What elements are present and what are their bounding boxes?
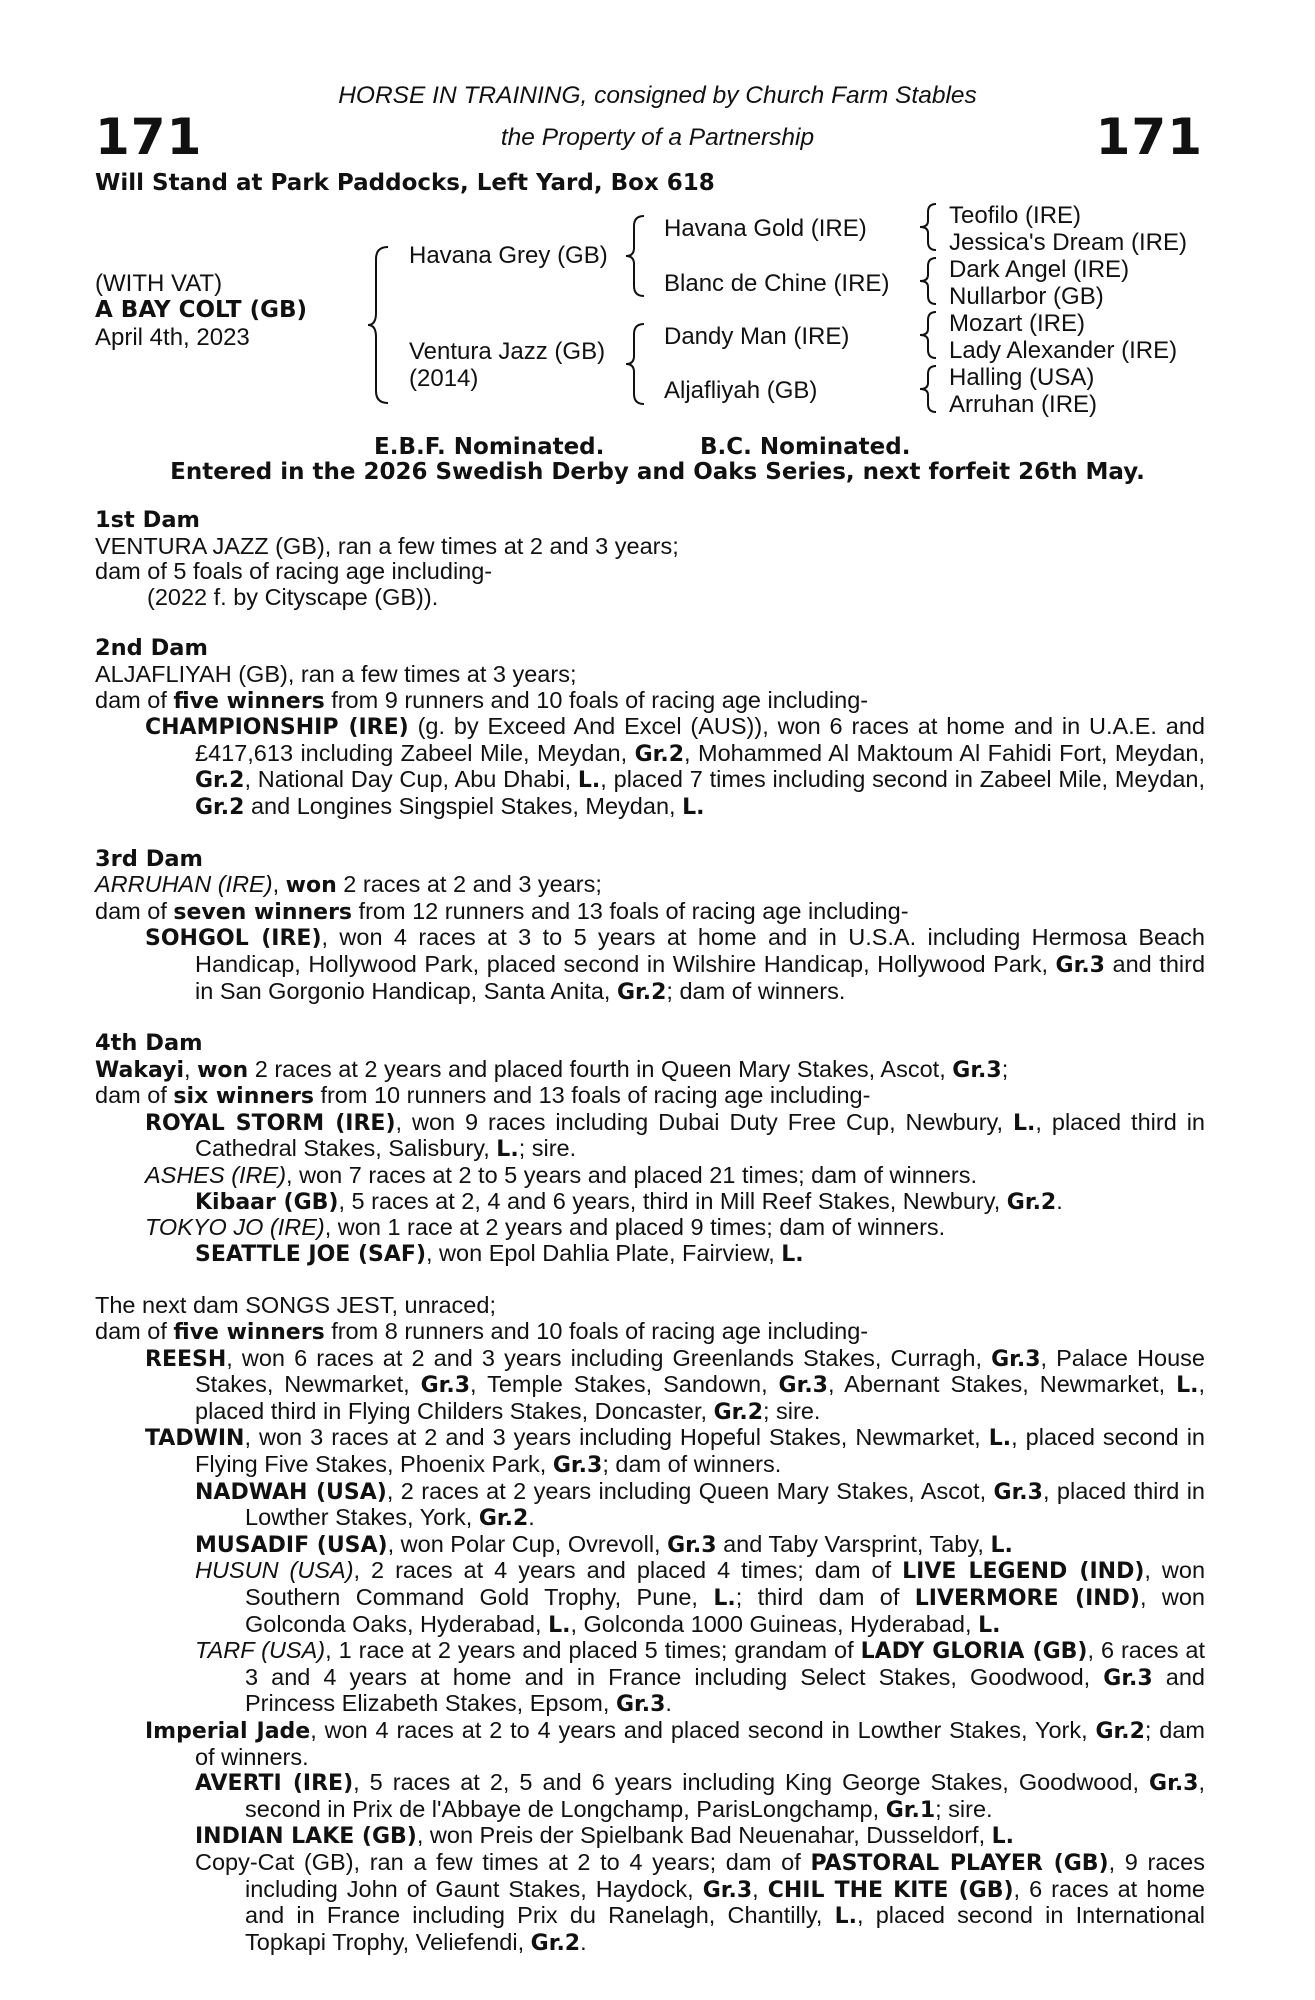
lot-number-left: 171 bbox=[95, 108, 203, 166]
pedigree-brace-sire bbox=[626, 214, 652, 298]
dam-dam: Aljafliyah (GB) bbox=[664, 377, 818, 404]
entry-indian-lake: INDIAN LAKE (GB), won Preis der Spielbank Bad Neuenahar, Dusseldorf, L. bbox=[195, 1822, 1015, 1850]
pedigree-g1: Teofilo (IRE) bbox=[949, 202, 1082, 229]
third-dam-heading: 3rd Dam bbox=[95, 845, 203, 872]
entry-seattle-joe: SEATTLE JOE (SAF), won Epol Dahlia Plate, Fairview, L. bbox=[195, 1239, 804, 1267]
sire-sire: Havana Gold (IRE) bbox=[664, 215, 867, 242]
entry-nadwah: NADWAH (USA), 2 races at 2 years including Queen Mary Stakes, Ascot, Gr.3, placed third in Lowther Stakes, York, Gr.2. bbox=[195, 1477, 1206, 1532]
sire-dam: Blanc de Chine (IRE) bbox=[664, 270, 890, 297]
entry-sohgol: SOHGOL (IRE), won 4 races at 3 to 5 years at home and in U.S.A. including Hermosa Beach Handicap, Hollywood Park, placed second in Wilshire Handicap, Hollywood Park, Gr.3 and third in San Gorgonio Handicap, Santa Anita, Gr.2; dam of winners. bbox=[145, 924, 1206, 1005]
pedigree-g5: Mozart (IRE) bbox=[949, 310, 1086, 337]
pedigree-brace-g1 bbox=[920, 202, 944, 252]
bc-nomination: B.C. Nominated. bbox=[700, 434, 911, 460]
entry-averti: AVERTI (IRE), 5 races at 2, 5 and 6 years including King George Stakes, Goodwood, Gr.3, second in Prix de l'Abbaye de Longchamp, ParisLongchamp, Gr.1; sire. bbox=[195, 1769, 1206, 1823]
pedigree-g4: Nullarbor (GB) bbox=[949, 283, 1104, 310]
entry-championship: CHAMPIONSHIP (IRE) (g. by Exceed And Excel (AUS)), won 6 races at home and in U.A.E. and £417,613 including Zabeel Mile, Meydan, Gr.2, Mohammed Al Maktoum Al Fahidi Fort, Meydan, Gr.2, National Day Cup, Abu Dhabi, L., placed 7 times including second in Zabeel Mile, Meydan, Gr.2 and Longines Singspiel Stakes, Meydan, L. bbox=[145, 713, 1206, 820]
produce-record bbox=[95, 508, 1205, 1956]
dam-name: Ventura Jazz (GB) bbox=[409, 338, 606, 365]
first-dam-heading: 1st Dam bbox=[95, 507, 200, 533]
entry-tokyo-jo: TOKYO JO (IRE), won 1 race at 2 years and placed 9 times; dam of winners. bbox=[145, 1214, 946, 1241]
pedigree-brace-main bbox=[368, 245, 398, 405]
entry-copy-cat: Copy-Cat (GB), ran a few times at 2 to 4 years; dam of PASTORAL PLAYER (GB), 9 races including John of Gaunt Stakes, Haydock, Gr.3, CHIL THE KITE (GB), 6 races at home and in France including Prix du Ranelagh, Chantilly, L., placed second in International Topkapi Trophy, Veliefendi, Gr.2. bbox=[195, 1848, 1206, 1956]
pedigree-brace-dam bbox=[626, 322, 652, 406]
first-dam-line: VENTURA JAZZ (GB), ran a few times at 2 and 3 years; bbox=[95, 532, 679, 559]
pedigree-g7: Halling (USA) bbox=[949, 364, 1095, 391]
first-dam-produce: dam of 5 foals of racing age including- bbox=[95, 558, 493, 585]
third-dam-line: ARRUHAN (IRE), won 2 races at 2 and 3 years; bbox=[95, 871, 602, 899]
next-dam-line: The next dam SONGS JEST, unraced; bbox=[95, 1292, 496, 1319]
foaling-date: April 4th, 2023 bbox=[95, 324, 250, 351]
pedigree-g2: Jessica's Dream (IRE) bbox=[949, 229, 1187, 256]
entry-tarf: TARF (USA), 1 race at 2 years and placed 5 times; grandam of LADY GLORIA (GB), 6 races at 3 and 4 years at home and in France including Select Stakes, Goodwood, Gr.3 and Princess Elizabeth Stakes, Epsom, Gr.3. bbox=[195, 1637, 1205, 1718]
first-dam-foal: (2022 f. by Cityscape (GB)). bbox=[147, 583, 439, 610]
entry-notice: Entered in the 2026 Swedish Derby and Oaks Series, next forfeit 26th May. bbox=[170, 459, 1145, 485]
pedigree-brace-g2 bbox=[920, 256, 944, 306]
horse-description: A BAY COLT (GB) bbox=[95, 297, 308, 323]
pedigree-brace-g3 bbox=[920, 310, 944, 360]
entry-ashes: ASHES (IRE), won 7 races at 2 to 5 years and placed 21 times; dam of winners. bbox=[145, 1162, 978, 1189]
fourth-dam-heading: 4th Dam bbox=[95, 1030, 203, 1057]
pedigree-g8: Arruhan (IRE) bbox=[949, 391, 1098, 418]
second-dam-line: ALJAFLIYAH (GB), ran a few times at 3 years; bbox=[95, 660, 577, 687]
dam-year: (2014) bbox=[409, 365, 479, 392]
entry-tadwin: TADWIN, won 3 races at 2 and 3 years including Hopeful Stakes, Newmarket, L., placed second in Flying Five Stakes, Phoenix Park, Gr.3; dam of winners. bbox=[145, 1424, 1205, 1478]
dam-sire: Dandy Man (IRE) bbox=[664, 323, 850, 350]
entry-kibaar: Kibaar (GB), 5 races at 2, 4 and 6 years, third in Mill Reef Stakes, Newbury, Gr.2. bbox=[195, 1187, 1063, 1215]
entry-imperial-jade: Imperial Jade, won 4 races at 2 to 4 years and placed second in Lowther Stakes, York, Gr.2; dam of winners. bbox=[145, 1716, 1205, 1770]
lot-number-right: 171 bbox=[1095, 108, 1203, 166]
pedigree-g3: Dark Angel (IRE) bbox=[949, 256, 1130, 283]
ebf-nomination: E.B.F. Nominated. bbox=[374, 434, 605, 460]
sire-name: Havana Grey (GB) bbox=[409, 242, 608, 269]
entry-husun: HUSUN (USA), 2 races at 4 years and placed 4 times; dam of LIVE LEGEND (IND), won Southern Command Gold Trophy, Pune, L.; third dam of LIVERMORE (IND), won Golconda Oaks, Hyderabad, L., Golconda 1000 Guineas, Hyderabad, L. bbox=[195, 1557, 1206, 1638]
entry-reesh: REESH, won 6 races at 2 and 3 years including Greenlands Stakes, Curragh, Gr.3, Palace House Stakes, Newmarket, Gr.3, Temple Stakes, Sandown, Gr.3, Abernant Stakes, Newmarket, L., placed third in Flying Childers Stakes, Doncaster, Gr.2; sire. bbox=[145, 1344, 1205, 1425]
third-dam-produce: dam of seven winners from 12 runners and 13 foals of racing age including- bbox=[95, 897, 909, 925]
vat-label: (WITH VAT) bbox=[95, 270, 223, 297]
pedigree-g6: Lady Alexander (IRE) bbox=[949, 337, 1178, 364]
next-dam-produce: dam of five winners from 8 runners and 10 foals of racing age including- bbox=[95, 1318, 869, 1346]
second-dam-produce: dam of five winners from 9 runners and 10 foals of racing age including- bbox=[95, 686, 869, 714]
entry-royal-storm: ROYAL STORM (IRE), won 9 races including Dubai Duty Free Cup, Newbury, L., placed third in Cathedral Stakes, Salisbury, L.; sire. bbox=[145, 1108, 1205, 1163]
second-dam-heading: 2nd Dam bbox=[95, 635, 208, 662]
pedigree-brace-g4 bbox=[920, 364, 944, 414]
property-line: the Property of a Partnership bbox=[500, 124, 815, 151]
stand-location: Will Stand at Park Paddocks, Left Yard, Box 618 bbox=[95, 170, 715, 196]
fourth-dam-line: Wakayi, won 2 races at 2 years and placed fourth in Queen Mary Stakes, Ascot, Gr.3; bbox=[95, 1055, 1009, 1083]
fourth-dam-produce: dam of six winners from 10 runners and 13 foals of racing age including- bbox=[95, 1082, 871, 1110]
consignor-line: HORSE IN TRAINING, consigned by Church Farm Stables bbox=[338, 82, 977, 109]
entry-musadif: MUSADIF (USA), won Polar Cup, Ovrevoll, Gr.3 and Taby Varsprint, Taby, L. bbox=[195, 1530, 1013, 1558]
